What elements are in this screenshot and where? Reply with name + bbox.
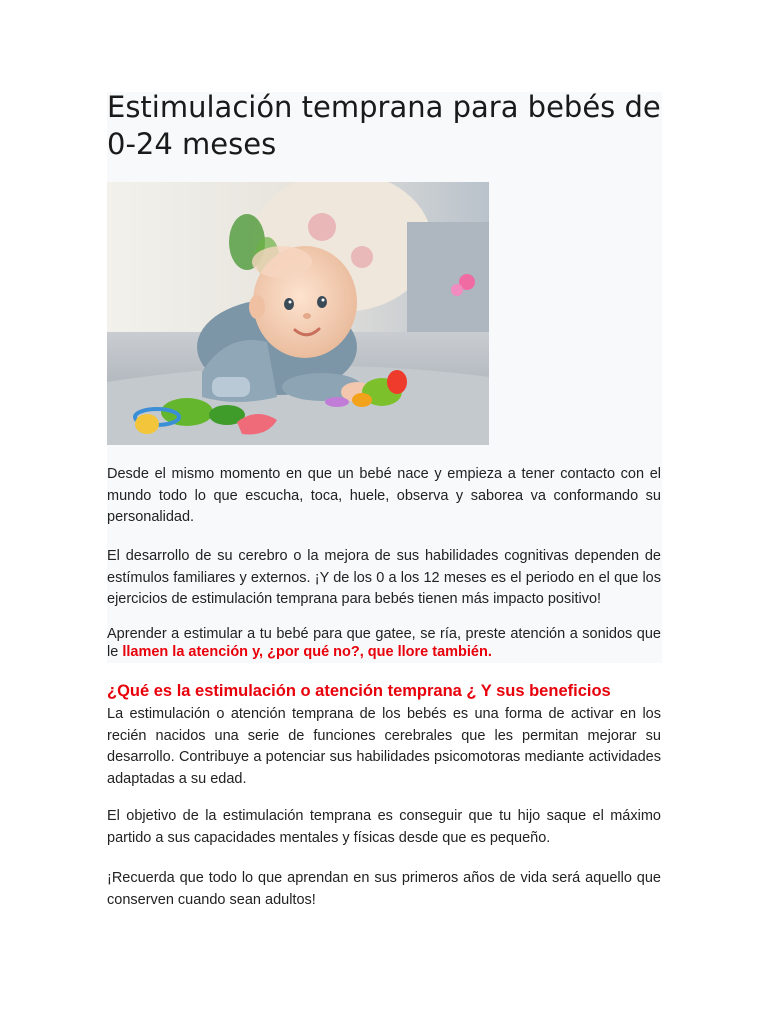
baby-photo-illustration [107,182,489,445]
intro-paragraph: Desde el mismo momento en que un bebé nace y empieza a tener contacto con el mundo todo lo que escucha, toca, huele, observa y saborea va conformando su personalidad. [107,466,661,525]
page-title: Estimulación temprana para bebés de 0-24 meses [107,90,661,161]
definition-paragraph: La estimulación o atención temprana de los bebés es una forma de activar en los recién nacidos una serie de funciones cerebrales que les permitan mejorar su desarrollo. Contribuye a potenciar sus habilidades psicomotoras mediante actividades adaptadas a su edad. [107,706,661,787]
reminder-paragraph: ¡Recuerda que todo lo que aprendan en sus primeros años de vida será aquello que conserven cuando sean adultos! [107,870,661,908]
baby-photo [107,182,489,445]
objective-paragraph: El objetivo de la estimulación temprana es conseguir que tu hijo saque el máximo partido a sus capacidades mentales y físicas desde que es pequeño. [107,808,661,846]
development-paragraph: El desarrollo de su cerebro o la mejora de sus habilidades cognitivas dependen de estímulos familiares y externos. ¡Y de los 0 a los 12 meses es el periodo en el que los ejercicios de estimulación temprana para bebés tienen más impacto positivo! [107,548,661,607]
learning-paragraph-text: Aprender a estimular a tu bebé para que gatee, se ría, preste atención a sonidos que le [107,626,661,660]
section-heading: ¿Qué es la estimulación o atención temprana ¿ Y sus beneficios [107,682,611,700]
learning-paragraph-highlight: llamen la atención y, ¿por qué no?, que llore también. [122,643,492,660]
learning-paragraph [107,626,661,661]
